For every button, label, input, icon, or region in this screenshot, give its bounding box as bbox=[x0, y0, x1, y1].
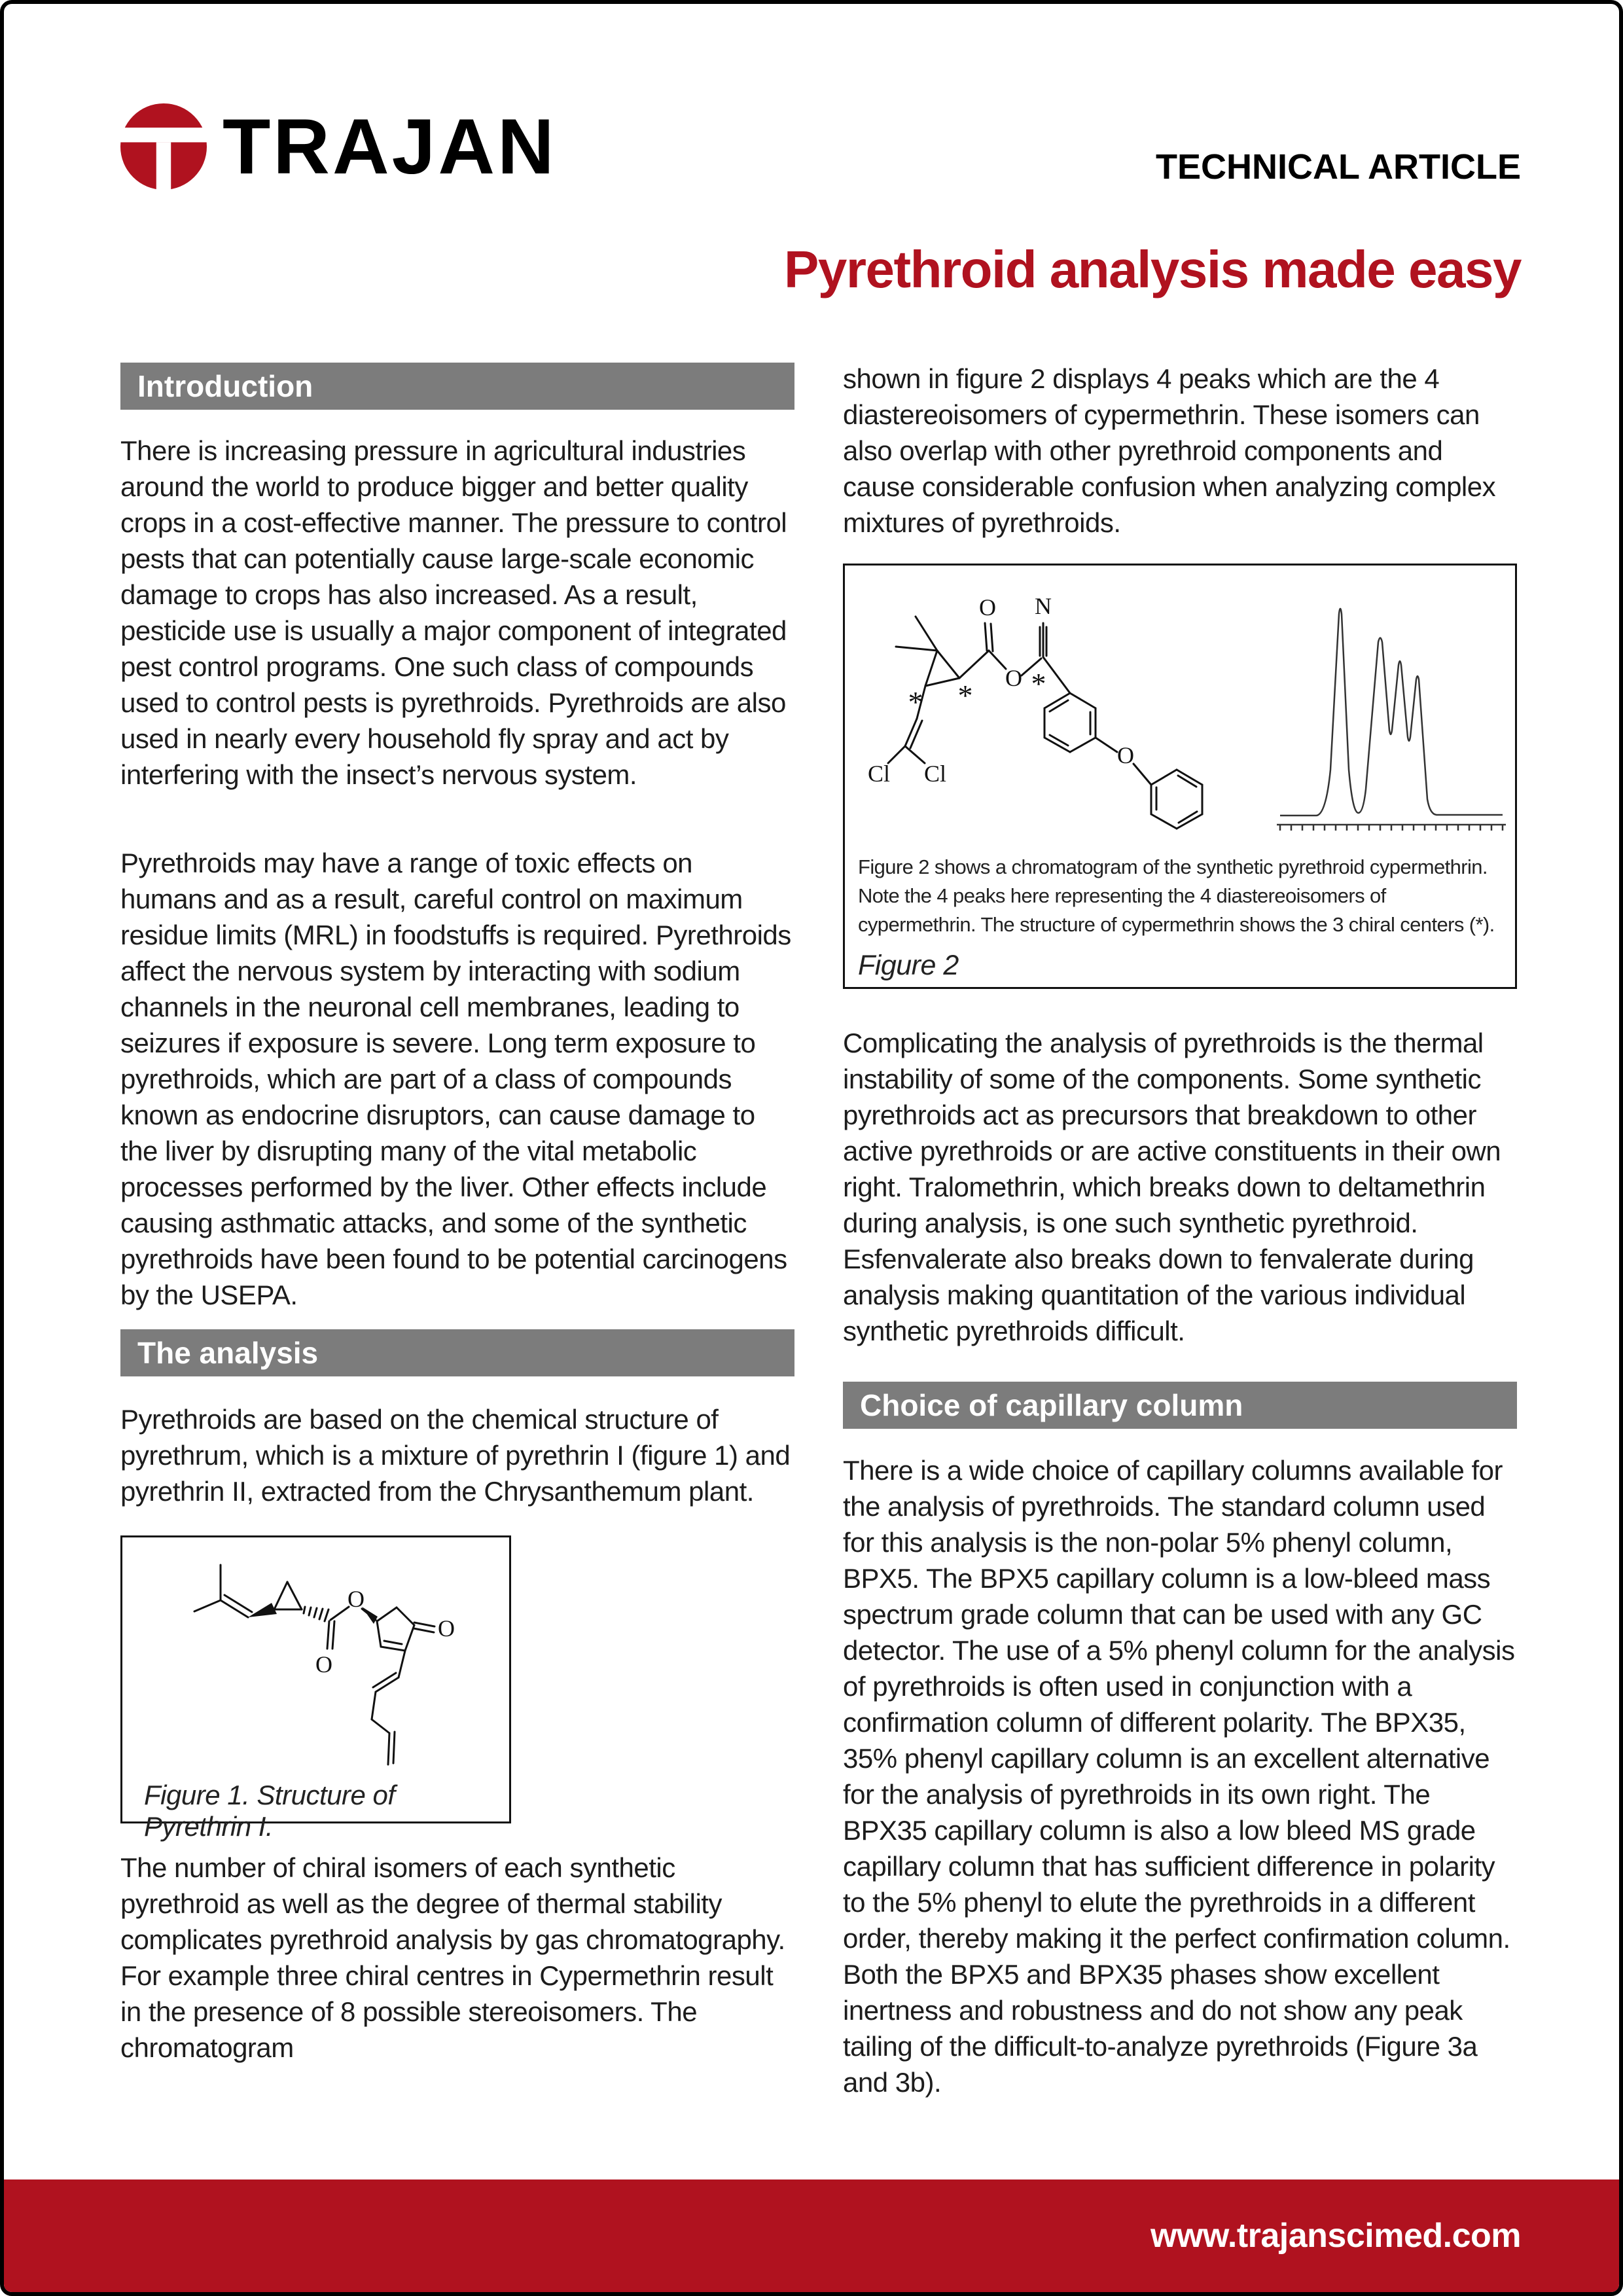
fig2-oxygen-ether-label: O bbox=[1117, 742, 1134, 768]
fig2-chiral-center-3: * bbox=[1031, 667, 1046, 700]
pyrethrin-structure-diagram bbox=[132, 1544, 492, 1770]
fig1-oxygen-carbonyl-label: O bbox=[315, 1651, 332, 1677]
left-column bbox=[120, 363, 794, 2066]
analysis-paragraph: Pyrethroids are based on the chemical structure of pyrethrum, which is a mixture of pyrethrin I (figure 1) and pyrethrin II, extracted from the Chrysanthemum plant. bbox=[120, 1404, 791, 1507]
fig2-oxygen-carbonyl-label: O bbox=[979, 594, 996, 620]
figure1-caption: Figure 1. Structure of Pyrethrin I. bbox=[144, 1780, 395, 1842]
footer-url-link[interactable]: www.trajanscimed.com bbox=[1150, 2217, 1521, 2255]
section-header-analysis: The analysis bbox=[120, 1329, 794, 1376]
document-type-label: TECHNICAL ARTICLE bbox=[1156, 147, 1521, 187]
figure2-box bbox=[843, 564, 1517, 989]
intro-paragraph-2: Pyrethroids may have a range of toxic effects on humans and as a result, careful control on maximum residue limits (MRL) in foodstuffs is required. Pyrethroids affect the nervous system by interacting with sodium channels in the neuronal cell membranes, leading to seizures if exposure is severe. Long term exposure to pyrethroids, which are part of a class of compounds known as endocrine disruptors, can cause damage to the liver by disrupting many of the vital metabolic processes performed by the liver. Other effects include causing asthmatic attacks, and some of the synthetic pyrethroids have been found to be potential carcinogens by the USEPA. bbox=[120, 848, 791, 1310]
footer-bar bbox=[4, 2179, 1619, 2292]
capillary-paragraph: There is a wide choice of capillary columns available for the analysis of pyrethroids. The standard column used for this analysis is the non-polar 5% phenyl column, BPX5. The BPX5 capillary column is a low-bleed mass spectrum grade column that can be used with any GC detector. The use of a 5% phenyl column for the analysis of pyrethroids is often used in conjunction with a confirmation column of different polarity. The BPX35, 35% phenyl capillary column is an excellent alternative for the analysis of pyrethroids in its own right. The BPX35 capillary column is also a low bleed MS grade capillary column that has sufficient difference in polarity to the 5% phenyl to elute the pyrethroids in a different order, thereby making it the perfect confirmation column. Both the BPX5 and BPX35 phases show excellent inertness and robustness and do not show any peak tailing of the difficult-to-analyze pyrethroids (Figure 3a and 3b). bbox=[843, 1455, 1515, 2098]
page-title: Pyrethroid analysis made easy bbox=[784, 240, 1521, 298]
trajan-logo bbox=[120, 103, 557, 190]
fig2-chlorine-right-label: Cl bbox=[923, 761, 947, 787]
fig2-oxygen-ester-label: O bbox=[1005, 665, 1022, 691]
brand-wordmark: TRAJAN bbox=[223, 103, 557, 190]
chromatogram-plot bbox=[1277, 609, 1506, 831]
figure1-box bbox=[120, 1535, 511, 1842]
intro-paragraph-1: There is increasing pressure in agricultural industries around the world to produce bigger and better quality crops in a cost-effective manner. The pressure to control pests that can potentially cause large-scale economic damage to crops has also increased. As a result, pesticide use is usually a major component of integrated pest control programs. One such class of compounds used to control pests is pyrethroids. Pyrethroids are also used in nearly every household fly spray and act by interfering with the insect’s nervous system. bbox=[120, 435, 787, 790]
right-column bbox=[843, 361, 1517, 2100]
figure2-caption: Figure 2 shows a chromatogram of the synthetic pyrethroid cypermethrin. Note the 4 peaks here representing the 4 diastereoisomers of cypermethrin. The structure of cypermethrin shows the 3 chiral centers (*). bbox=[858, 855, 1495, 936]
figure2-label: Figure 2 bbox=[858, 950, 959, 981]
analysis-paragraph-2: The number of chiral isomers of each synthetic pyrethroid as well as the degree of thermal stability complicates pyrethroid analysis by gas chromatography. For example three chiral centres in Cypermethrin result in the presence of 8 possible stereoisomers. The chromatogram bbox=[120, 1852, 785, 2063]
fig2-chlorine-left-label: Cl bbox=[867, 761, 891, 787]
section-header-capillary: Choice of capillary column bbox=[843, 1382, 1517, 1429]
cypermethrin-structure-diagram bbox=[858, 573, 1506, 848]
fig2-chiral-center-2: * bbox=[957, 679, 973, 712]
fig2-nitrogen-nitrile-label: N bbox=[1035, 593, 1052, 619]
fig1-oxygen-ester-label: O bbox=[348, 1586, 365, 1612]
section-header-introduction: Introduction bbox=[120, 363, 794, 410]
right-top-paragraph: shown in figure 2 displays 4 peaks which are the 4 diastereoisomers of cypermethrin. These isomers can also overlap with other pyrethroid components and cause considerable confusion when analyzing complex mixtures of pyrethroids. bbox=[843, 363, 1496, 538]
fig1-oxygen-ketone-label: O bbox=[438, 1615, 455, 1641]
trajan-logo-icon bbox=[120, 103, 207, 190]
complicating-paragraph: Complicating the analysis of pyrethroids is the thermal instability of some of the components. Some synthetic pyrethroids act as precursors that breakdown to other active pyrethroids or are active constituents in their own right. Tralomethrin, which breaks down to deltamethrin during analysis, is one such synthetic pyrethroid. Esfenvalerate also breaks down to fenvalerate during analysis making quantitation of the various individual synthetic pyrethroids difficult. bbox=[843, 1028, 1501, 1346]
fig2-chiral-center-1: * bbox=[908, 685, 923, 719]
